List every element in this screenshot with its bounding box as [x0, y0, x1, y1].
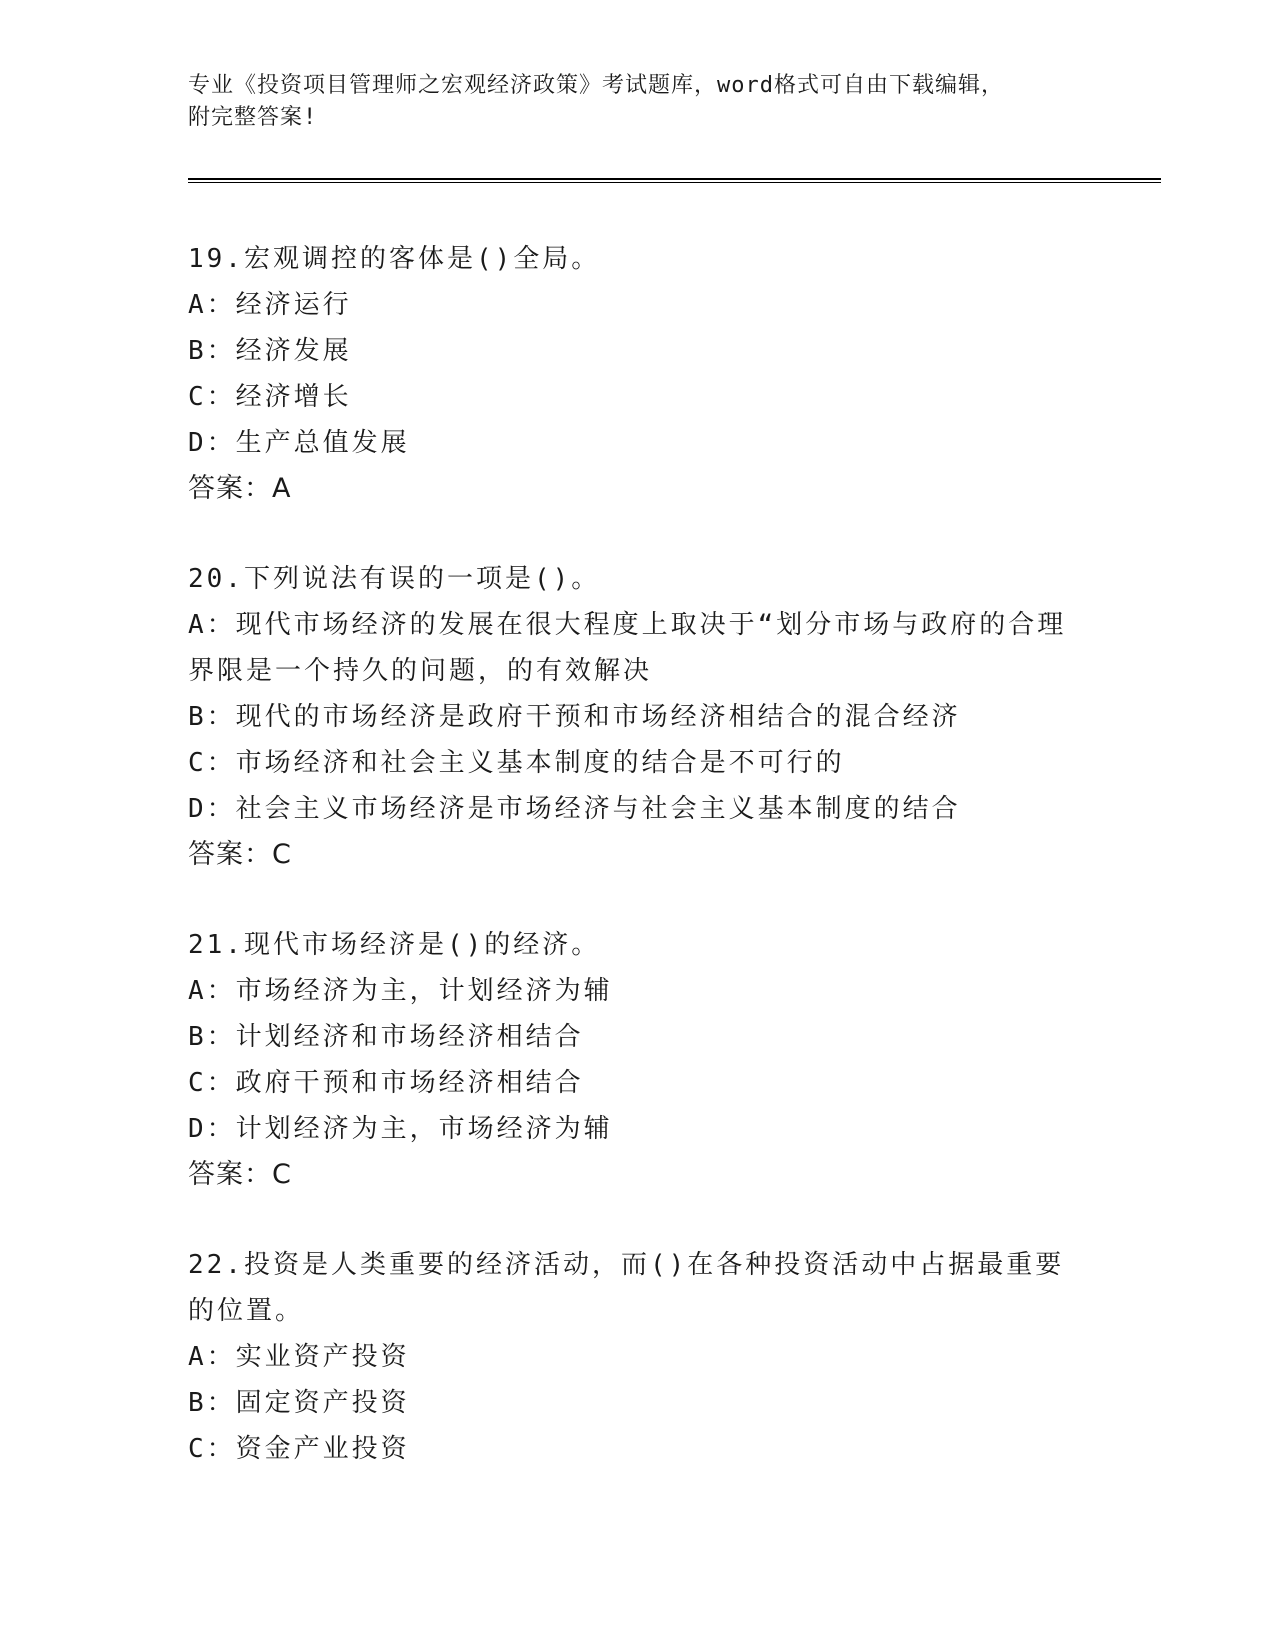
option-d: D：计划经济为主，市场经济为辅	[188, 1114, 613, 1144]
question-list	[188, 236, 1088, 1516]
question-stem: 19.宏观调控的客体是()全局。	[188, 244, 601, 274]
option-b: B：计划经济和市场经济相结合	[188, 1022, 584, 1052]
header-divider	[188, 178, 1161, 183]
option-c: C：经济增长	[188, 382, 352, 412]
option-a: A：实业资产投资	[188, 1342, 410, 1372]
option-b: B：固定资产投资	[188, 1388, 410, 1418]
option-c: C：市场经济和社会主义基本制度的结合是不可行的	[188, 748, 845, 778]
option-b: B：经济发展	[188, 336, 352, 366]
question-21	[188, 922, 1088, 1198]
option-a: A：市场经济为主，计划经济为辅	[188, 976, 613, 1006]
question-20	[188, 556, 1088, 878]
option-c: C：政府干预和市场经济相结合	[188, 1068, 584, 1098]
option-d: D：生产总值发展	[188, 428, 410, 458]
header-line-1: 专业《投资项目管理师之宏观经济政策》考试题库，word格式可自由下载编辑，	[188, 73, 1004, 98]
option-c: C：资金产业投资	[188, 1434, 410, 1464]
option-a: A：经济运行	[188, 290, 352, 320]
header-line-2: 附完整答案!	[188, 105, 318, 130]
option-a: A：现代市场经济的发展在很大程度上取决于“划分市场与政府的合理界限是一个持久的问题，的有效解决	[188, 610, 1067, 686]
question-stem: 21.现代市场经济是()的经济。	[188, 930, 601, 960]
question-stem: 20.下列说法有误的一项是()。	[188, 564, 601, 594]
document-header	[188, 70, 1088, 134]
answer-line: 答案：C	[188, 839, 292, 870]
question-22	[188, 1242, 1088, 1472]
question-stem: 22.投资是人类重要的经济活动，而()在各种投资活动中占据最重要的位置。	[188, 1250, 1065, 1326]
answer-line: 答案：A	[188, 473, 292, 504]
question-19	[188, 236, 1088, 512]
answer-line: 答案：C	[188, 1159, 292, 1190]
option-b: B：现代的市场经济是政府干预和市场经济相结合的混合经济	[188, 702, 961, 732]
option-d: D：社会主义市场经济是市场经济与社会主义基本制度的结合	[188, 794, 961, 824]
